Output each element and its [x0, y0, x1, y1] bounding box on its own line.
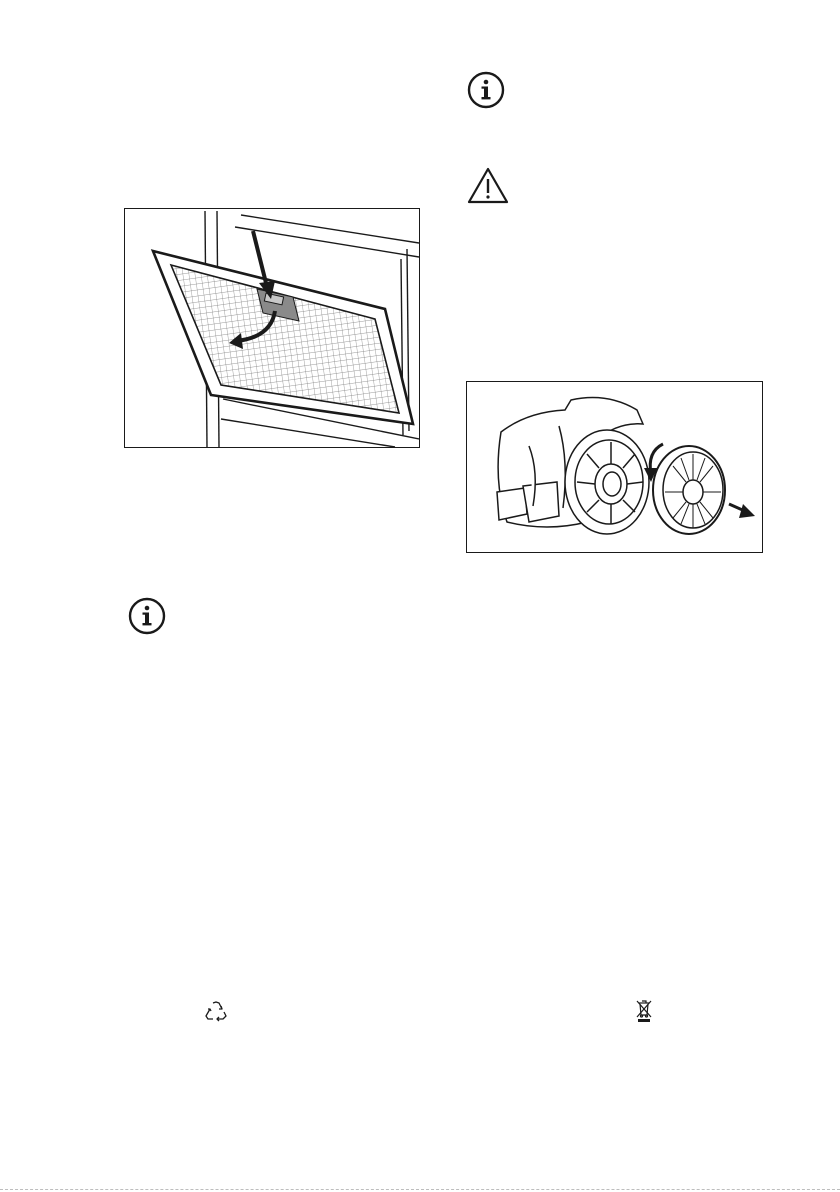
recycle-icon — [204, 1000, 228, 1022]
warning-icon — [466, 166, 510, 206]
grease-filter-figure — [124, 208, 420, 448]
page-bottom-edge — [0, 1189, 840, 1190]
charcoal-filter-illustration — [467, 382, 762, 552]
info-icon — [127, 596, 167, 636]
info-icon — [466, 70, 506, 110]
grease-filter-illustration — [125, 209, 419, 447]
charcoal-filter-figure — [466, 381, 763, 553]
crossed-bin-icon — [635, 999, 653, 1023]
